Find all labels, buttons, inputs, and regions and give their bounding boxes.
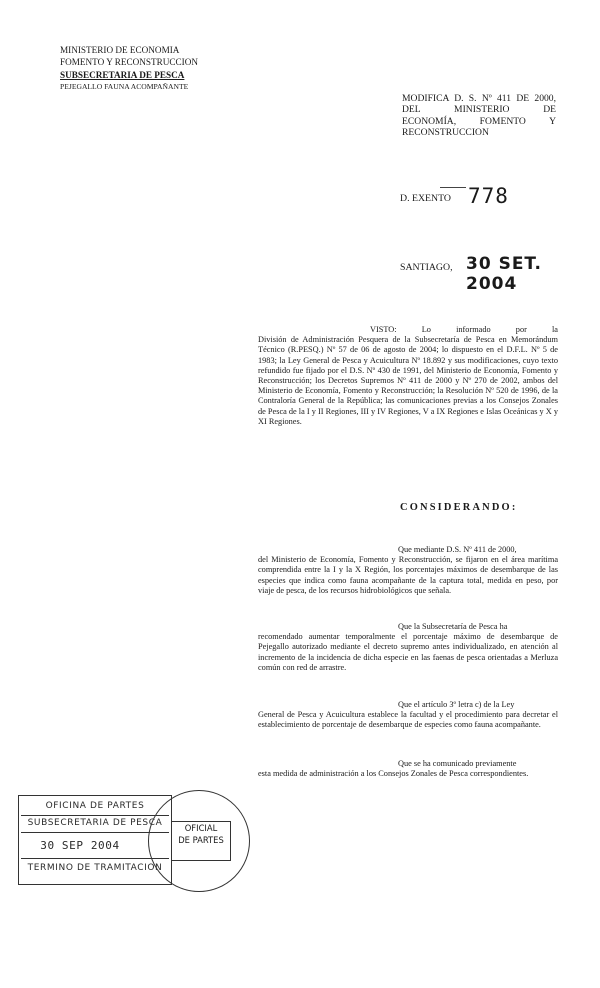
round-seal-line-1: OFICIAL (184, 823, 218, 833)
subject-line-3: ECONOMÍA, FOMENTO Y (402, 115, 556, 127)
header-line-subsecretaria: SUBSECRETARIA DE PESCA (60, 69, 185, 80)
stamp-line-oficina: OFICINA DE PARTES (45, 801, 145, 811)
stamp-line-termino: TERMINO DE TRAMITACION (27, 863, 163, 873)
decree-label: D. EXENTO (400, 193, 451, 204)
visto-first-line: VISTO: Lo informado por la (370, 325, 558, 334)
header-line-ministry: MINISTERIO DE ECONOMIA (60, 45, 180, 55)
decree-number: 778 (468, 184, 509, 208)
decree-number-mark (440, 187, 466, 188)
subject-line-2: DEL MINISTERIO DE (402, 104, 556, 116)
considerando-title: CONSIDERANDO: (400, 502, 518, 513)
stamp-divider (21, 858, 169, 859)
visto-body: División de Administración Pesquera de la Subsecretaría de Pesca en Memorándum Técnico (R.PESQ.) Nº 57 de 06 de agosto de 2004; lo dispuesto en el D.F.L. Nº 5 de 1983; la Ley General de Pesca y Acuicultura Nº 18.892 y sus modificaciones, cuyo texto refundido fue fijado por el D.S. Nº 430 de 1991, del Ministerio de Economía, Fomento y Reconstrucción; los Decretos Supremos Nº 411 de 2000 y Nº 270 de 2002, ambos del Ministerio de Economía, Fomento y Reconstrucción; la Resolución Nº 520 de 1996, de la Contraloría General de la República; las comunicaciones previas a los Consejos Zonales de Pesca de la I y II Regiones, III y IV Regiones, V a IX Regiones e Islas Oceánicas y X y XI Regiones. (258, 335, 558, 426)
considerando-paragraph-2 (258, 622, 558, 673)
stamp-line-subsecretaria: SUBSECRETARIA DE PESCA (27, 818, 163, 828)
considerando-3-first: Que el artículo 3º letra c) de la Ley (398, 700, 515, 709)
round-seal-stamp (148, 790, 250, 892)
round-seal-center (171, 821, 231, 861)
considerando-4-first: Que se ha comunicado previamente (398, 759, 517, 768)
place-label: SANTIAGO, (400, 262, 453, 273)
stamp-divider (21, 832, 169, 833)
round-seal-line-2: DE PARTES (178, 835, 224, 845)
considerando-3-body: General de Pesca y Acuicultura establece la facultad y el procedimiento para decretar el establecimiento de porcentaje de desembarque de especies como fauna acompañante. (258, 710, 558, 730)
subject-line-1: MODIFICA D. S. Nº 411 DE 2000, (402, 93, 556, 104)
considerando-paragraph-1 (258, 545, 558, 596)
considerando-2-first: Que la Subsecretaría de Pesca ha (398, 622, 508, 631)
considerando-1-first: Que mediante D.S. Nº 411 de 2000, (398, 545, 517, 554)
considerando-paragraph-4 (258, 759, 558, 779)
header-line-fomento: FOMENTO Y RECONSTRUCCION (60, 57, 198, 68)
considerando-4-body: esta medida de administración a los Consejos Zonales de Pesca correspondientes. (258, 769, 529, 779)
ministry-header (60, 44, 198, 94)
considerando-2-body: recomendado aumentar temporalmente el porcentaje máximo de desembarque de Pejegallo autorizado mediante el decreto supremo antes individualizado, en atención al incremento de la incidencia de dicha especie en las faenas de pesca orientadas a Merluza común con red de arrastre. (258, 632, 558, 672)
stamp-divider (21, 815, 169, 816)
stamp-date: 30 SEP 2004 (40, 839, 120, 852)
header-line-reference: PEJEGALLO FAUNA ACOMPAÑANTE (60, 82, 189, 92)
decree-date: 30 SET. 2004 (466, 254, 542, 294)
visto-paragraph (258, 325, 558, 427)
considerando-1-body: del Ministerio de Economía, Fomento y Reconstrucción, se fijaron en el área marítima comprendida entre la I y la X Región, los porcentajes máximos de desembarque de las especies que indica como fauna acompañante de la captura total, medida en peso, por viaje de pesca, de los recursos hidrobiológicos que señala. (258, 555, 558, 595)
decree-subject (402, 93, 556, 139)
subject-line-4: RECONSTRUCCION (402, 127, 489, 139)
considerando-paragraph-3 (258, 700, 558, 731)
